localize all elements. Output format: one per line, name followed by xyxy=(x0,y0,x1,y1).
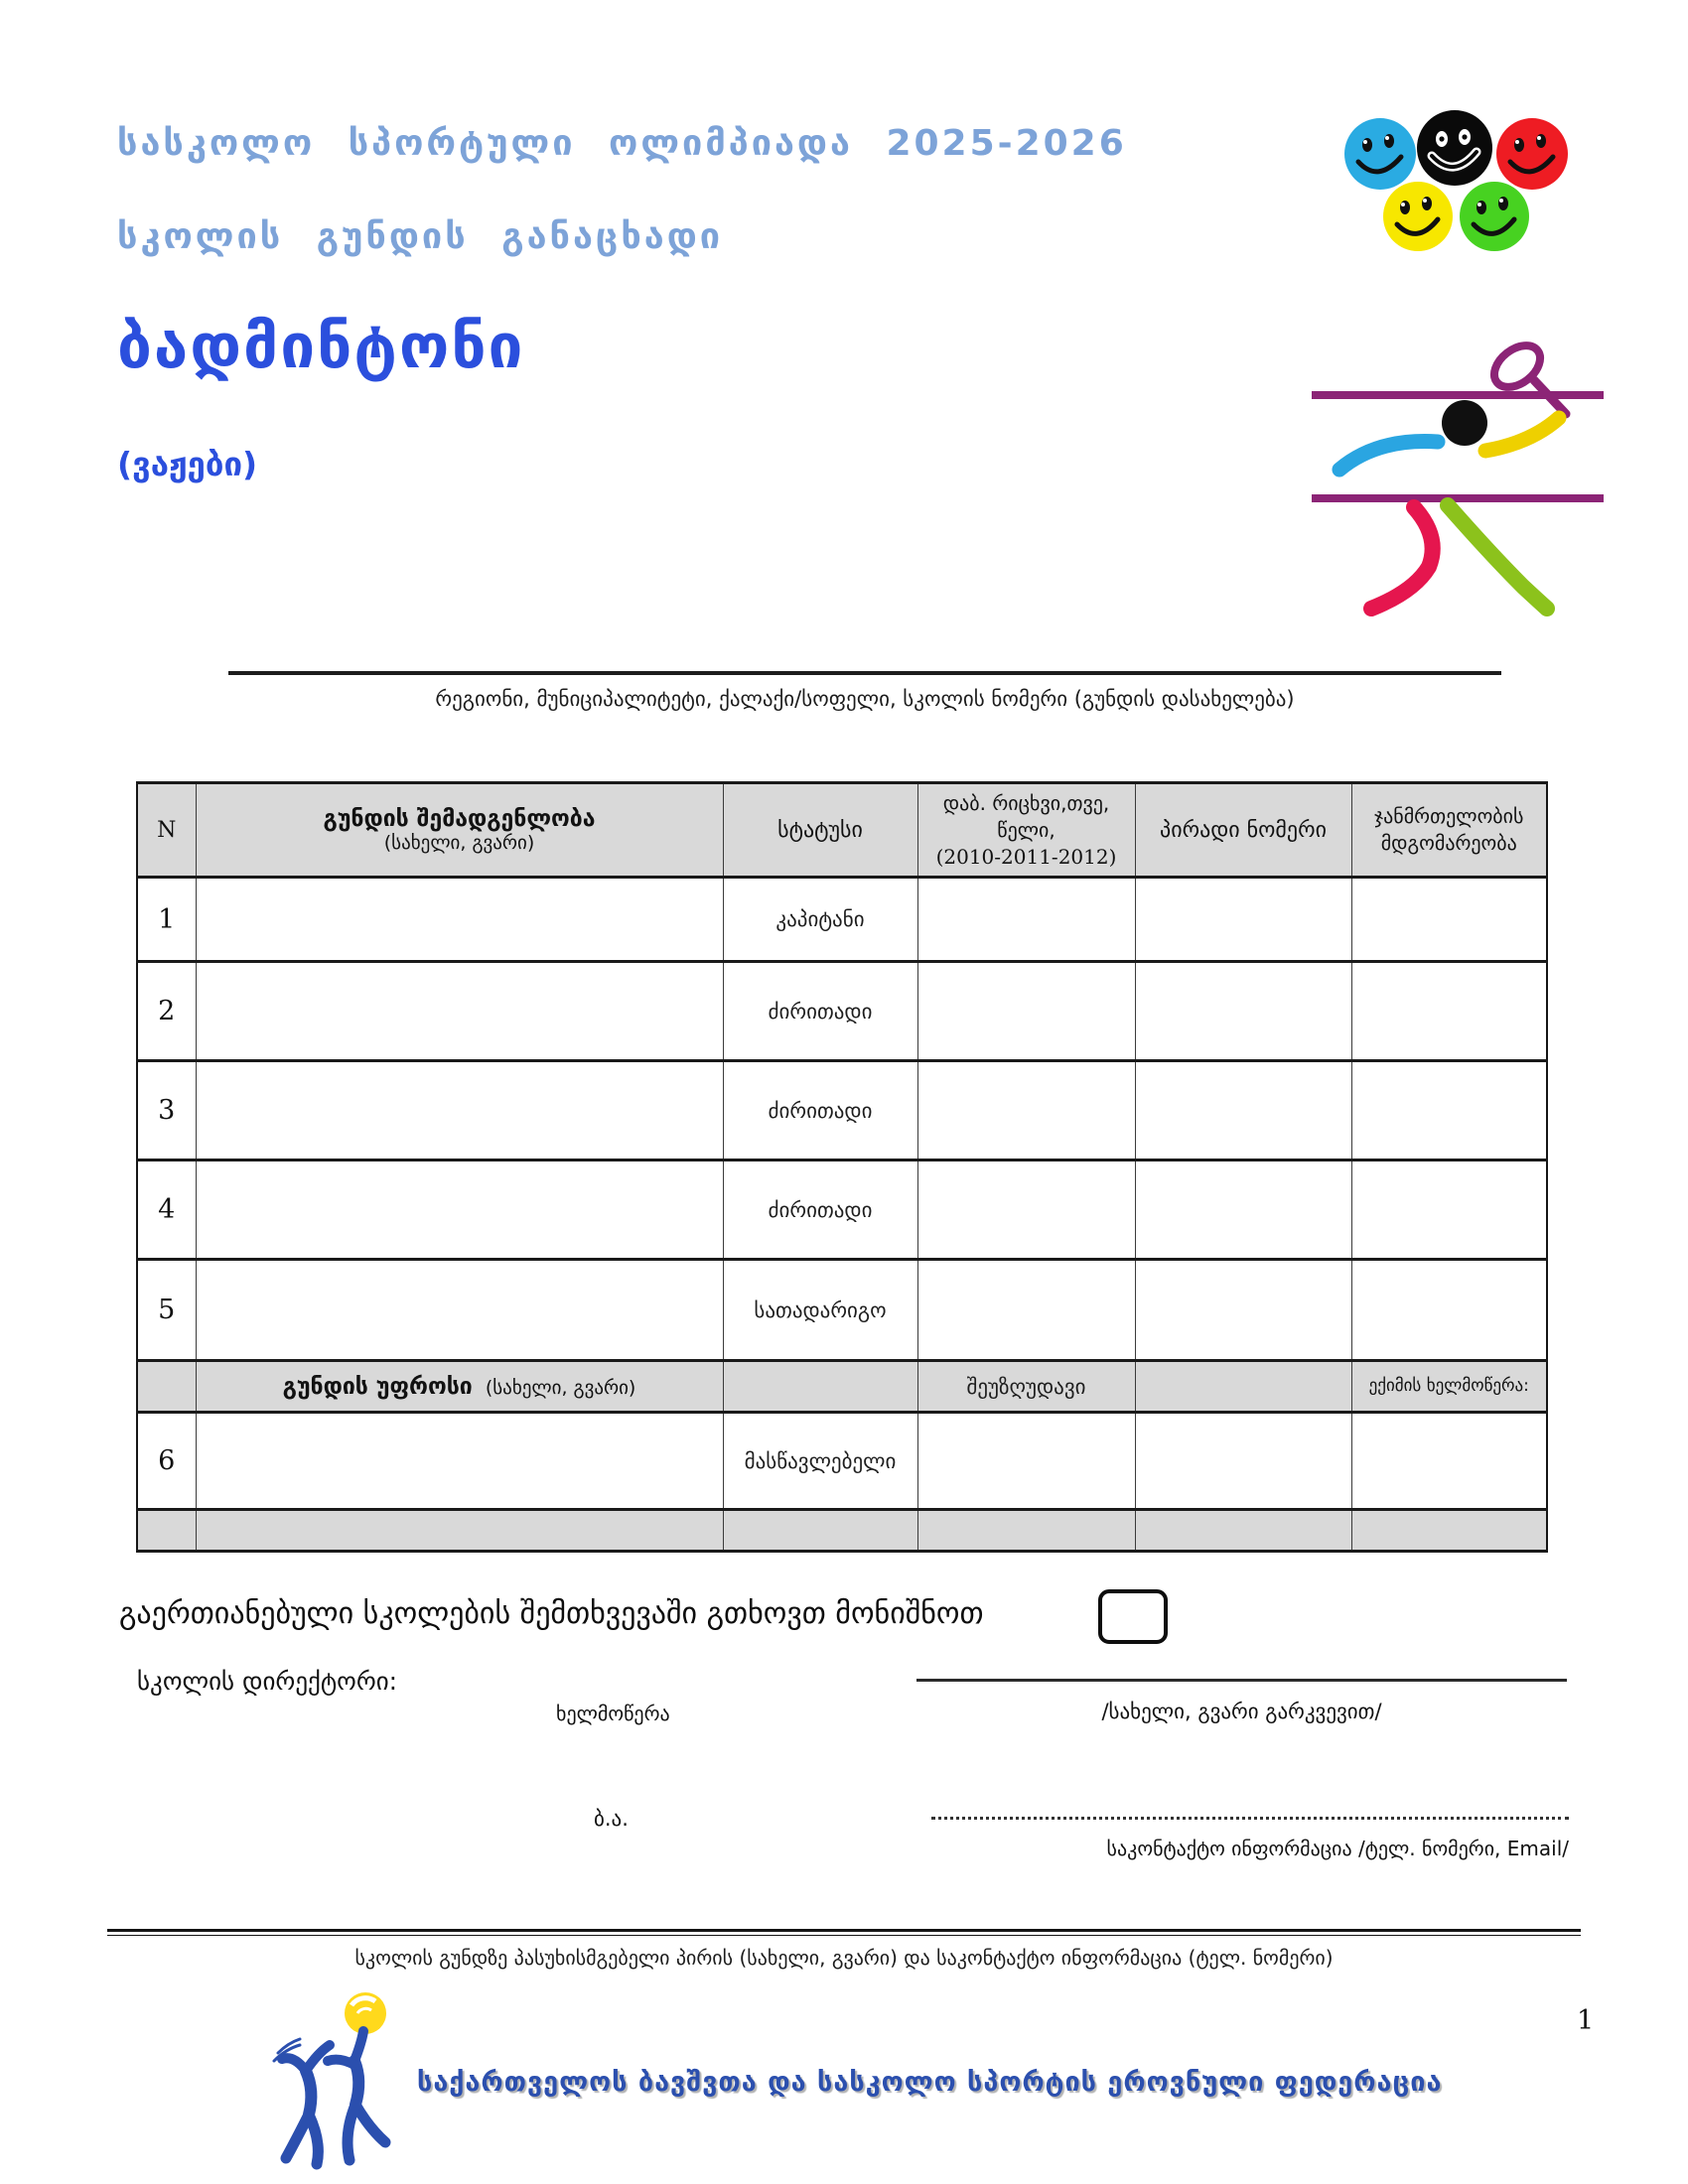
status-cell: სათადარიგო xyxy=(723,1260,917,1361)
teacher-row xyxy=(137,1413,1547,1510)
personal-number-cell[interactable] xyxy=(1135,1260,1351,1361)
player-row-3 xyxy=(137,1061,1547,1160)
player-name-cell[interactable] xyxy=(196,962,723,1061)
health-cell[interactable] xyxy=(1351,1160,1547,1260)
empty-cell xyxy=(137,1510,196,1552)
status-cell: მასწავლებელი xyxy=(723,1413,917,1510)
doctor-signature-label: ექიმის ხელმოწერა: xyxy=(1351,1361,1547,1413)
health-cell[interactable] xyxy=(1351,962,1547,1061)
col-header-status: სტატუსი xyxy=(723,783,917,878)
row-number: 4 xyxy=(137,1160,196,1260)
col-header-number: N xyxy=(137,783,196,878)
federation-name: საქართველოს ბავშვთა და სასკოლო სპორტის ეროვნული ფედერაცია xyxy=(417,2067,1443,2098)
birthdate-cell[interactable] xyxy=(917,1061,1135,1160)
birthdate-line1: დაბ. რიცხვი,თვე, xyxy=(942,790,1110,815)
net-line-top xyxy=(1312,391,1604,399)
empty-cell xyxy=(1135,1510,1351,1552)
gender-subtitle: (ვაჟები) xyxy=(117,445,258,483)
empty-cell xyxy=(137,1361,196,1413)
smiley-green xyxy=(1460,182,1529,251)
smiley-black xyxy=(1417,110,1492,186)
federation-logo xyxy=(260,1974,434,2172)
empty-cell xyxy=(917,1510,1135,1552)
player-name-cell[interactable] xyxy=(196,1160,723,1260)
smiley-blue xyxy=(1344,118,1416,190)
director-name-caption: /სახელი, გვარი გარკვევით/ xyxy=(1101,1700,1382,1723)
col-header-name-main: გუნდის შემადგენლობა xyxy=(323,806,596,832)
net-line-bottom xyxy=(1312,494,1604,502)
player-head xyxy=(1442,400,1487,446)
birthdate-line3: (2010-2011-2012) xyxy=(935,844,1117,869)
team-leader-label-row xyxy=(137,1361,1547,1413)
empty-cell xyxy=(196,1510,723,1552)
health-cell[interactable] xyxy=(1351,1061,1547,1160)
teacher-name-cell[interactable] xyxy=(196,1413,723,1510)
status-cell: კაპიტანი xyxy=(723,878,917,962)
team-leader-label-cell xyxy=(196,1361,723,1413)
director-name-fill-line[interactable] xyxy=(916,1679,1567,1682)
director-label: სკოლის დირექტორი: xyxy=(137,1667,398,1696)
smiley-red xyxy=(1496,118,1568,190)
page-number: 1 xyxy=(1577,2005,1595,2036)
application-heading: სკოლის გუნდის განაცხადი xyxy=(117,216,724,257)
empty-cell xyxy=(723,1510,917,1552)
empty-cell xyxy=(1135,1361,1351,1413)
birthdate-cell[interactable] xyxy=(917,1260,1135,1361)
olympic-smileys-logo xyxy=(1329,87,1599,272)
responsible-fill-line[interactable] xyxy=(107,1929,1581,1936)
status-cell: ძირითადი xyxy=(723,1160,917,1260)
empty-cell xyxy=(723,1361,917,1413)
player-row-1 xyxy=(137,878,1547,962)
row-number: 6 xyxy=(137,1413,196,1510)
dancing-figures xyxy=(274,2031,385,2164)
player-row-5 xyxy=(137,1260,1547,1361)
col-header-health: ჯანმრთელობის მდგომარეობა xyxy=(1351,783,1547,878)
personal-number-cell[interactable] xyxy=(1135,962,1351,1061)
director-signature-caption: ხელმოწერა xyxy=(556,1702,670,1725)
personal-number-cell[interactable] xyxy=(1135,878,1351,962)
player-row-4 xyxy=(137,1160,1547,1260)
player-arm-yellow xyxy=(1485,418,1559,451)
birthdate-cell[interactable] xyxy=(917,878,1135,962)
player-name-cell[interactable] xyxy=(196,878,723,962)
birthdate-cell[interactable] xyxy=(917,1160,1135,1260)
col-header-name-sub: (სახელი, გვარი) xyxy=(383,832,535,854)
team-leader-label-sub: (სახელი, გვარი) xyxy=(485,1376,636,1399)
col-header-birthdate xyxy=(917,783,1135,878)
birthdate-cell[interactable] xyxy=(917,1413,1135,1510)
merged-schools-checkbox[interactable] xyxy=(1098,1589,1168,1644)
player-leg-red xyxy=(1371,507,1433,609)
col-header-personal-number: პირადი ნომერი xyxy=(1135,783,1351,878)
health-cell[interactable] xyxy=(1351,878,1547,962)
status-cell: ძირითადი xyxy=(723,962,917,1061)
row-number: 1 xyxy=(137,878,196,962)
leader-birth-note: შეუზღუდავი xyxy=(917,1361,1135,1413)
player-leg-green xyxy=(1448,505,1547,609)
bottom-empty-row xyxy=(137,1510,1547,1552)
stamp-place-label: ბ.ა. xyxy=(594,1807,629,1831)
status-cell: ძირითადი xyxy=(723,1061,917,1160)
personal-number-cell[interactable] xyxy=(1135,1413,1351,1510)
table-header-row xyxy=(137,783,1547,878)
birthdate-line2: წელი, xyxy=(997,817,1055,842)
contact-caption: საკონტაქტო ინფორმაცია /ტელ. ნომერი, Email/ xyxy=(1106,1837,1569,1860)
row-number: 3 xyxy=(137,1061,196,1160)
smiley-yellow xyxy=(1383,182,1453,251)
personal-number-cell[interactable] xyxy=(1135,1061,1351,1160)
row-number: 5 xyxy=(137,1260,196,1361)
personal-number-cell[interactable] xyxy=(1135,1160,1351,1260)
birthdate-cell[interactable] xyxy=(917,962,1135,1061)
team-roster-table xyxy=(136,781,1548,1553)
player-name-cell[interactable] xyxy=(196,1260,723,1361)
empty-cell xyxy=(1351,1510,1547,1552)
player-name-cell[interactable] xyxy=(196,1061,723,1160)
health-cell[interactable] xyxy=(1351,1260,1547,1361)
school-info-caption: რეგიონი, მუნიციპალიტეტი, ქალაქი/სოფელი, სკოლის ნომერი (გუნდის დასახელება) xyxy=(435,687,1295,711)
team-leader-label: გუნდის უფროსი xyxy=(282,1373,473,1400)
health-cell[interactable] xyxy=(1351,1413,1547,1510)
row-number: 2 xyxy=(137,962,196,1061)
sport-title: ბადმინტონი xyxy=(117,310,525,382)
col-header-name xyxy=(196,783,723,878)
olympiad-heading: სასკოლო სპორტული ოლიმპიადა 2025-2026 xyxy=(117,123,1127,164)
responsible-caption: სკოლის გუნდზე პასუხისმგებელი პირის (სახელი, გვარი) და საკონტაქტო ინფორმაცია (ტელ. ნომერი) xyxy=(354,1946,1334,1970)
player-row-2 xyxy=(137,962,1547,1061)
school-info-fill-line[interactable] xyxy=(228,671,1501,675)
badminton-pictogram xyxy=(1296,340,1614,637)
merged-schools-note: გაერთიანებული სკოლების შემთხვევაში გთხოვთ მონიშნოთ xyxy=(119,1596,984,1631)
player-arm-blue xyxy=(1339,442,1438,470)
contact-fill-line[interactable] xyxy=(931,1817,1569,1820)
